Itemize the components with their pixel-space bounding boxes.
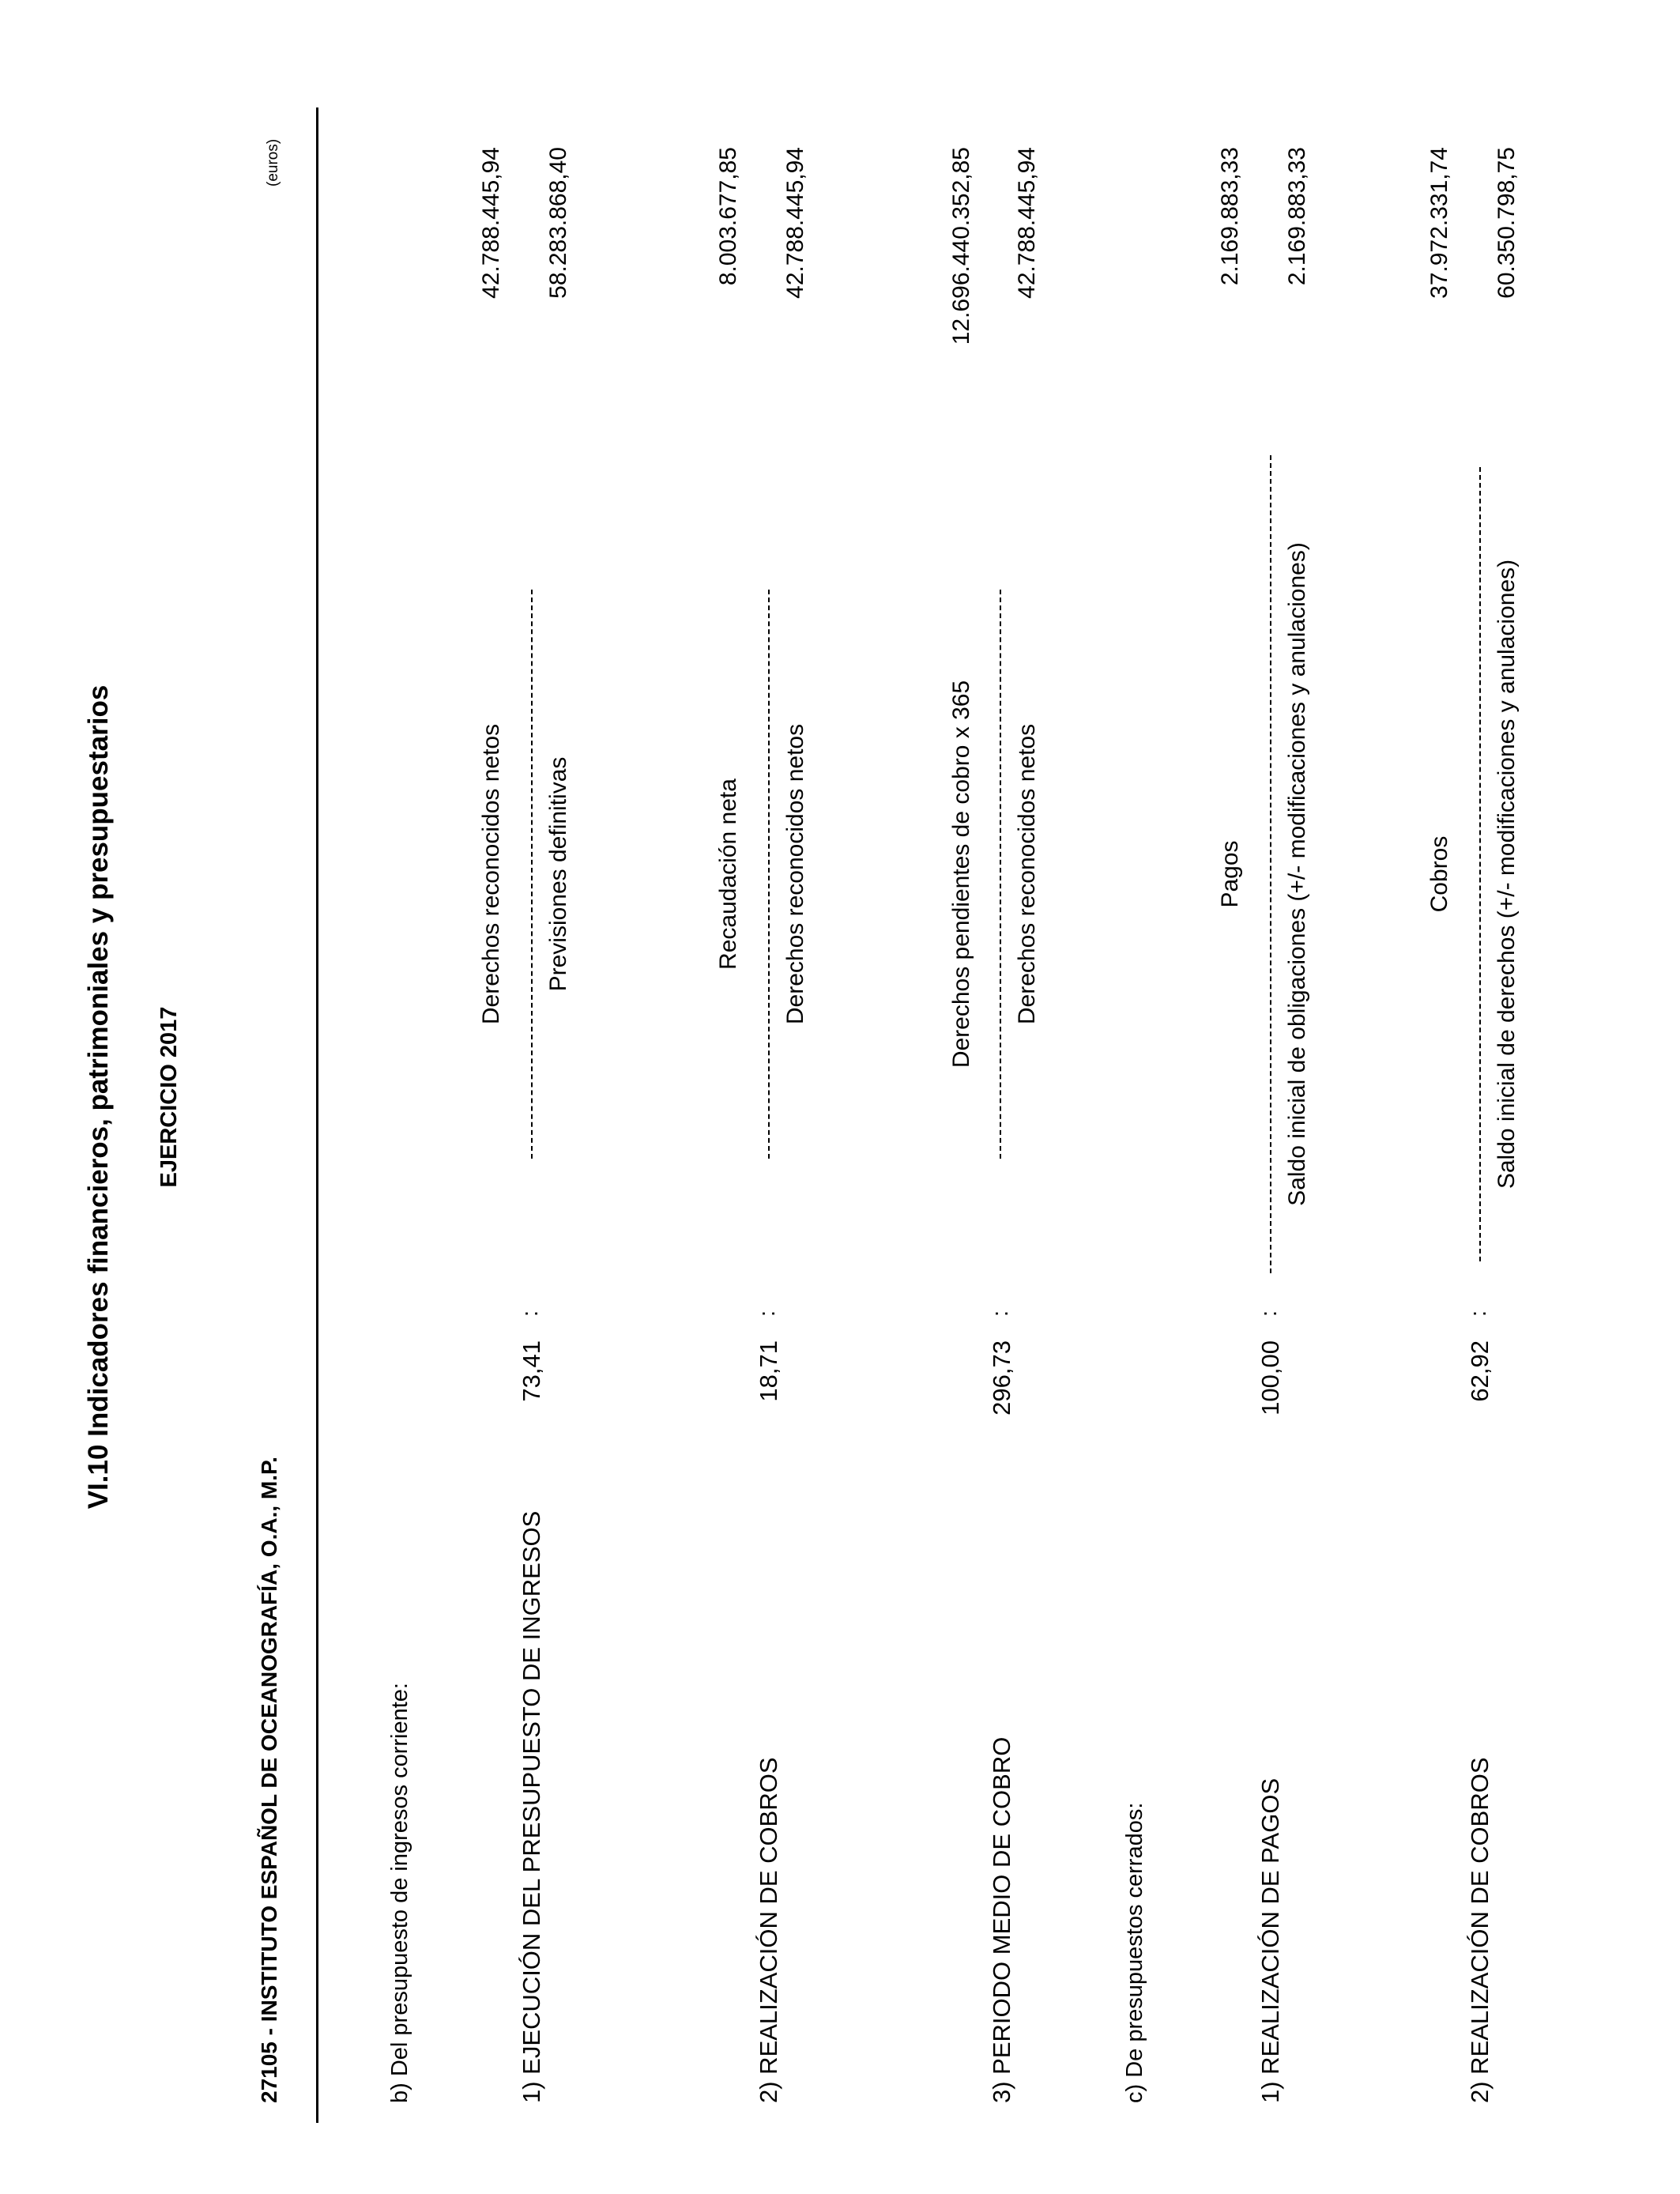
unit-label: (euros): [265, 138, 281, 187]
numerator-label: Pagos: [1217, 840, 1243, 908]
indicator-label: 2) REALIZACIÓN DE COBROS: [1466, 1757, 1494, 2103]
denominator-amount: 42.788.445,94: [782, 147, 808, 299]
indicator-value: 62,92: [1466, 1340, 1494, 1402]
denominator-label: Saldo inicial de obligaciones (+/- modificaciones y anulaciones): [1284, 542, 1310, 1206]
numerator-label: Cobros: [1426, 835, 1452, 913]
fiscal-year: EJERCICIO 2017: [156, 1006, 182, 1188]
colon-separator: :: [755, 1310, 780, 1317]
fraction-line: [768, 590, 770, 1159]
numerator-amount: 8.003.677,85: [715, 147, 741, 286]
colon-separator: :: [1466, 1310, 1491, 1317]
denominator-amount: 2.169.883,33: [1284, 147, 1310, 286]
indicator-label: 3) PERIODO MEDIO DE COBRO: [988, 1736, 1015, 2103]
indicator-value: 296,73: [988, 1340, 1015, 1416]
colon-separator: :: [1256, 1310, 1282, 1317]
numerator-amount: 2.169.883,33: [1217, 147, 1243, 286]
numerator-label: Recaudación neta: [715, 778, 741, 970]
fraction-line: [531, 590, 533, 1159]
colon-separator: :: [988, 1310, 1013, 1317]
entity-name: 27105 - INSTITUTO ESPAÑOL DE OCEANOGRAFÍA, O.A., M.P.: [257, 1457, 281, 2103]
numerator-amount: 12.696.440.352,85: [948, 147, 974, 345]
indicator-label: 2) REALIZACIÓN DE COBROS: [755, 1757, 782, 2103]
denominator-amount: 58.283.868,40: [545, 147, 571, 299]
indicator-label: 1) REALIZACIÓN DE PAGOS: [1256, 1777, 1284, 2103]
indicator-value: 100,00: [1256, 1340, 1284, 1416]
indicator-value: 18,71: [755, 1340, 782, 1402]
indicator-label: 1) EJECUCIÓN DEL PRESUPUESTO DE INGRESOS: [518, 1510, 545, 2103]
denominator-label: Previsiones definitivas: [545, 756, 571, 992]
indicator-value: 73,41: [518, 1340, 545, 1402]
denominator-label: Derechos reconocidos netos: [782, 723, 808, 1025]
section-current-budget: b) Del presupuesto de ingresos corriente:: [387, 1683, 412, 2103]
denominator-label: Derechos reconocidos netos: [1014, 723, 1040, 1025]
numerator-label: Derechos pendientes de cobro x 365: [948, 680, 974, 1069]
denominator-label: Saldo inicial de derechos (+/- modificaciones y anulaciones): [1494, 559, 1520, 1189]
report-title: VI.10 Indicadores financieros, patrimoniales y presupuestarios: [83, 684, 114, 1510]
denominator-amount: 60.350.798,75: [1494, 147, 1520, 299]
header-rule: [316, 107, 318, 2123]
fraction-line: [1479, 467, 1481, 1261]
denominator-amount: 42.788.445,94: [1014, 147, 1040, 299]
numerator-amount: 37.972.331,74: [1426, 147, 1452, 299]
numerator-amount: 42.788.445,94: [478, 147, 504, 299]
fraction-line: [1000, 590, 1001, 1159]
numerator-label: Derechos reconocidos netos: [478, 723, 504, 1025]
section-closed-budgets: c) De presupuestos cerrados:: [1122, 1802, 1147, 2103]
fraction-line: [1270, 455, 1271, 1273]
colon-separator: :: [518, 1310, 543, 1317]
